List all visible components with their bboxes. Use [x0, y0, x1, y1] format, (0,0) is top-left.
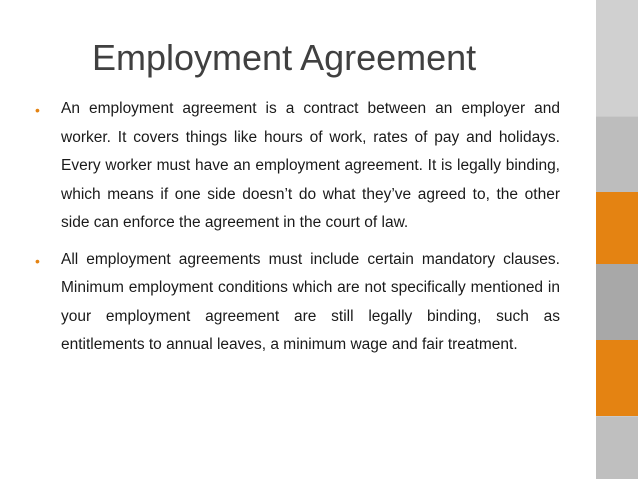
sidebar-block-accent-1 — [596, 192, 638, 264]
sidebar-block-1 — [596, 0, 638, 116]
bullet-marker: • — [35, 252, 40, 269]
bullet-text: All employment agreements must include certain mandatory clauses. Minimum employment conditions which are not specifically mentioned in your employment agreement are still legally binding, such as entitlements to annual leaves, a minimum wage and fair treatment. — [61, 250, 560, 353]
sidebar-block-4 — [596, 264, 638, 340]
sidebar-block-accent-2 — [596, 340, 638, 416]
bullet-text: An employment agreement is a contract between an employer and worker. It covers things like hours of work, rates of pay and holidays. Every worker must have an employment agreement. It is legally binding, which means if one side doesn’t do what they’ve agreed to, the other side can enforce the agreement in the court of law. — [61, 100, 560, 231]
sidebar-divider — [596, 116, 638, 117]
bullet-list — [33, 95, 560, 368]
sidebar-divider — [596, 416, 638, 417]
decorative-sidebar — [596, 0, 638, 479]
bullet-item — [33, 95, 560, 238]
sidebar-block-6 — [596, 416, 638, 479]
bullet-marker: • — [35, 102, 40, 118]
bullet-item — [33, 246, 560, 360]
sidebar-block-2 — [596, 116, 638, 192]
slide-title: Employment Agreement — [92, 37, 477, 78]
